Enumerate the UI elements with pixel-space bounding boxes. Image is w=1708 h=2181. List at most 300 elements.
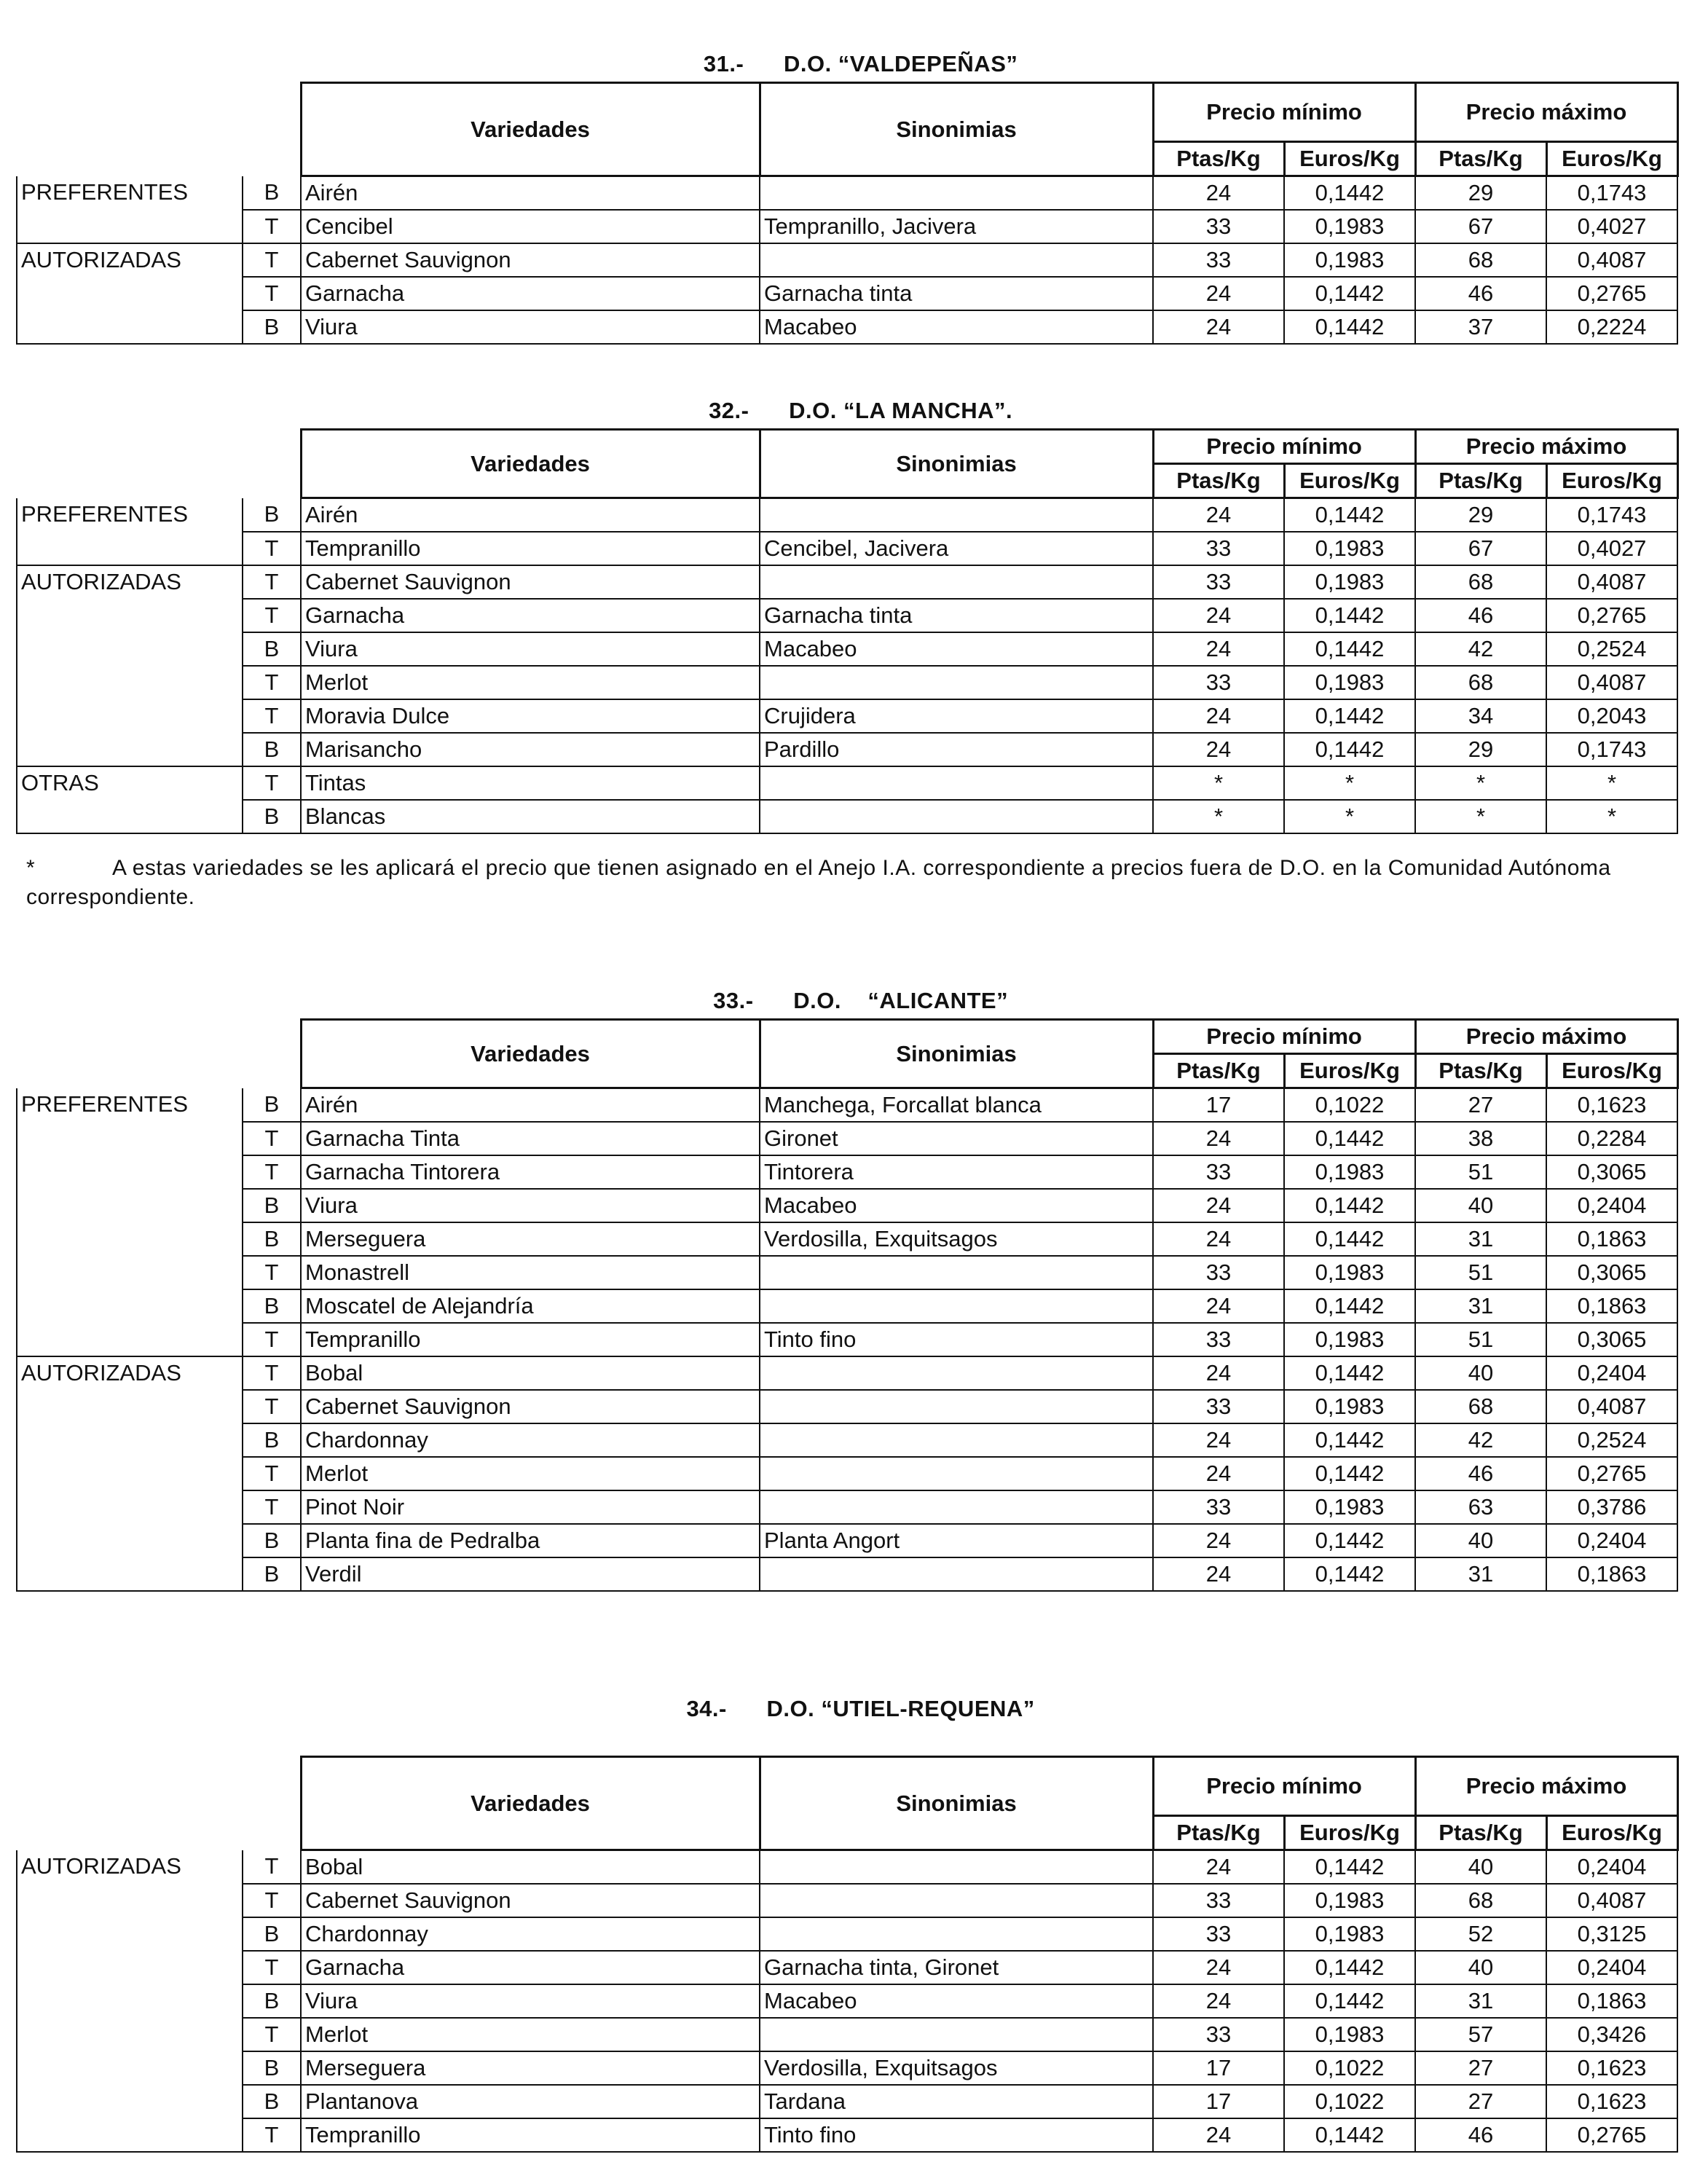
variety-type: T [243,243,301,277]
variety-name: Blancas [301,800,760,833]
header-blank [17,1757,301,1850]
variety-name: Garnacha [301,599,760,632]
min-euros: 0,1442 [1284,699,1415,733]
min-euros: 0,1442 [1284,632,1415,666]
max-ptas: 57 [1415,2018,1546,2051]
min-euros: 0,1983 [1284,2018,1415,2051]
header-precio-minimo: Precio mínimo [1153,430,1415,464]
variety-name: Moravia Dulce [301,699,760,733]
header-ptas-kg-max: Ptas/Kg [1415,464,1546,498]
variety-name: Planta fina de Pedralba [301,1524,760,1557]
variety-type: T [243,1155,301,1189]
header-ptas-kg-max: Ptas/Kg [1415,142,1546,176]
variety-name: Viura [301,632,760,666]
max-euros: 0,3065 [1546,1155,1677,1189]
min-ptas: 33 [1153,1490,1284,1524]
max-euros: 0,3065 [1546,1256,1677,1289]
min-ptas: 24 [1153,699,1284,733]
table-row [17,498,1677,533]
min-ptas: 24 [1153,1984,1284,2018]
group-label: AUTORIZADAS [17,243,243,344]
variety-name: Garnacha [301,277,760,310]
max-euros: 0,4027 [1546,210,1677,243]
table-row [17,632,1677,666]
section-name: D.O. “VALDEPEÑAS” [783,51,1018,76]
min-euros: * [1284,766,1415,800]
variety-type: B [243,1088,301,1123]
variety-type: T [243,599,301,632]
min-euros: 0,1442 [1284,277,1415,310]
variety-synonyms [760,1289,1153,1323]
min-euros: 0,1442 [1284,498,1415,533]
variety-synonyms: Macabeo [760,310,1153,344]
variety-synonyms [760,800,1153,833]
max-ptas: 38 [1415,1122,1546,1155]
variety-name: Cabernet Sauvignon [301,243,760,277]
min-euros: 0,1983 [1284,532,1415,565]
variety-synonyms: Gironet [760,1122,1153,1155]
max-euros: 0,4027 [1546,532,1677,565]
min-euros: 0,1442 [1284,1984,1415,2018]
max-euros: 0,2524 [1546,1423,1677,1457]
variety-type: B [243,310,301,344]
section-number: 34.- [686,1696,727,1721]
max-euros: 0,4087 [1546,1884,1677,1917]
header-ptas-kg-max: Ptas/Kg [1415,1054,1546,1088]
max-ptas: * [1415,766,1546,800]
min-ptas: 33 [1153,565,1284,599]
min-ptas: 33 [1153,210,1284,243]
max-euros: 0,1863 [1546,1289,1677,1323]
variety-synonyms [760,565,1153,599]
variety-synonyms [760,176,1153,211]
variety-name: Plantanova [301,2085,760,2118]
max-euros: 0,2404 [1546,1356,1677,1390]
table-row [17,1155,1677,1189]
variety-name: Chardonnay [301,1423,760,1457]
variety-type: T [243,699,301,733]
min-euros: 0,1983 [1284,565,1415,599]
max-ptas: 51 [1415,1155,1546,1189]
footnote [26,854,1694,912]
max-ptas: 52 [1415,1917,1546,1951]
max-ptas: 40 [1415,1951,1546,1984]
section-number: 32.- [709,398,749,423]
min-euros: 0,1442 [1284,310,1415,344]
max-euros: 0,1863 [1546,1222,1677,1256]
footnote-marker: * [26,856,36,880]
table-row [17,1222,1677,1256]
variety-synonyms: Tinto fino [760,1323,1153,1356]
max-ptas: 67 [1415,210,1546,243]
variety-synonyms: Garnacha tinta, Gironet [760,1951,1153,1984]
max-euros: * [1546,766,1677,800]
table-row [17,565,1677,599]
variety-type: T [243,565,301,599]
footnote-text: A estas variedades se les aplicará el precio que tienen asignado en el Anejo I.A. correspondiente a precios fuera de D.O. en la Comunidad Autónoma correspondiente. [26,856,1611,909]
min-ptas: 24 [1153,1122,1284,1155]
min-euros: 0,1022 [1284,2051,1415,2085]
header-precio-minimo: Precio mínimo [1153,83,1415,142]
variety-name: Merseguera [301,2051,760,2085]
table-row [17,1423,1677,1457]
min-ptas: 24 [1153,1557,1284,1591]
max-euros: 0,3125 [1546,1917,1677,1951]
variety-type: T [243,1323,301,1356]
min-euros: 0,1442 [1284,1951,1415,1984]
table-row [17,1457,1677,1490]
table-row [17,1289,1677,1323]
variety-synonyms [760,1423,1153,1457]
max-ptas: 37 [1415,310,1546,344]
variety-synonyms: Verdosilla, Exquitsagos [760,2051,1153,2085]
header-blank [17,1020,301,1088]
min-ptas: * [1153,800,1284,833]
max-ptas: 46 [1415,1457,1546,1490]
variety-name: Cabernet Sauvignon [301,1884,760,1917]
variety-type: T [243,1457,301,1490]
variety-type: B [243,1222,301,1256]
variety-name: Merlot [301,2018,760,2051]
group-label: AUTORIZADAS [17,565,243,766]
min-ptas: 24 [1153,310,1284,344]
variety-name: Monastrell [301,1256,760,1289]
table-row [17,310,1677,344]
max-ptas: 40 [1415,1189,1546,1222]
table-row [17,733,1677,766]
max-ptas: 68 [1415,243,1546,277]
max-ptas: 27 [1415,1088,1546,1123]
variety-name: Moscatel de Alejandría [301,1289,760,1323]
max-ptas: 31 [1415,1222,1546,1256]
min-ptas: 33 [1153,243,1284,277]
min-euros: 0,1983 [1284,1155,1415,1189]
variety-synonyms [760,1356,1153,1390]
max-ptas: 40 [1415,1850,1546,1885]
max-euros: 0,1743 [1546,176,1677,211]
min-euros: 0,1442 [1284,733,1415,766]
max-ptas: 40 [1415,1524,1546,1557]
table-row [17,1356,1677,1390]
max-euros: 0,2765 [1546,277,1677,310]
header-ptas-kg-min: Ptas/Kg [1153,142,1284,176]
header-variedades: Variedades [301,1757,760,1850]
variety-synonyms [760,1884,1153,1917]
header-blank [17,83,301,176]
header-variedades: Variedades [301,430,760,498]
variety-name: Merseguera [301,1222,760,1256]
table-row [17,1390,1677,1423]
min-euros: 0,1983 [1284,1490,1415,1524]
max-ptas: 68 [1415,565,1546,599]
variety-synonyms: Tintorera [760,1155,1153,1189]
max-euros: 0,1623 [1546,1088,1677,1123]
variety-type: T [243,210,301,243]
min-ptas: 24 [1153,599,1284,632]
variety-name: Tempranillo [301,532,760,565]
table-row [17,1951,1677,1984]
max-ptas: 27 [1415,2051,1546,2085]
max-ptas: 34 [1415,699,1546,733]
section-title-31 [0,25,1708,77]
variety-type: T [243,2018,301,2051]
max-euros: 0,3065 [1546,1323,1677,1356]
max-euros: 0,2765 [1546,599,1677,632]
variety-synonyms: Tinto fino [760,2118,1153,2152]
min-euros: 0,1983 [1284,1323,1415,1356]
min-euros: 0,1022 [1284,1088,1415,1123]
max-euros: 0,2404 [1546,1850,1677,1885]
max-euros: 0,4087 [1546,565,1677,599]
variety-name: Cencibel [301,210,760,243]
header-euros-kg-max: Euros/Kg [1546,142,1677,176]
header-euros-kg-min: Euros/Kg [1284,1816,1415,1850]
min-ptas: 24 [1153,498,1284,533]
max-ptas: 31 [1415,1984,1546,2018]
variety-synonyms [760,1850,1153,1885]
header-ptas-kg-min: Ptas/Kg [1153,1816,1284,1850]
max-ptas: 46 [1415,2118,1546,2152]
group-label: PREFERENTES [17,176,243,244]
variety-type: T [243,1490,301,1524]
header-euros-kg-max: Euros/Kg [1546,1816,1677,1850]
max-euros: 0,3786 [1546,1490,1677,1524]
variety-type: T [243,1951,301,1984]
min-euros: 0,1442 [1284,1189,1415,1222]
variety-synonyms: Cencibel, Jacivera [760,532,1153,565]
variety-type: T [243,2118,301,2152]
table-row [17,666,1677,699]
min-euros: 0,1442 [1284,1122,1415,1155]
min-euros: 0,1442 [1284,176,1415,211]
variety-name: Airén [301,176,760,211]
max-euros: 0,2765 [1546,2118,1677,2152]
max-ptas: 31 [1415,1557,1546,1591]
header-euros-kg-max: Euros/Kg [1546,464,1677,498]
min-euros: 0,1442 [1284,1356,1415,1390]
variety-name: Merlot [301,666,760,699]
min-euros: 0,1442 [1284,599,1415,632]
header-euros-kg-min: Euros/Kg [1284,1054,1415,1088]
variety-type: T [243,766,301,800]
min-ptas: 24 [1153,1951,1284,1984]
variety-type: B [243,632,301,666]
variety-type: T [243,277,301,310]
min-ptas: 33 [1153,2018,1284,2051]
max-ptas: 29 [1415,733,1546,766]
prices-table-alicante [16,1018,1679,1592]
section-number: 33.- [713,988,754,1013]
header-precio-minimo: Precio mínimo [1153,1020,1415,1054]
table-row [17,532,1677,565]
variety-name: Pinot Noir [301,1490,760,1524]
min-ptas: 24 [1153,1423,1284,1457]
min-ptas: 33 [1153,1155,1284,1189]
max-ptas: 51 [1415,1323,1546,1356]
section-name: D.O. “UTIEL-REQUENA” [766,1696,1035,1721]
variety-type: B [243,1189,301,1222]
max-euros: 0,2524 [1546,632,1677,666]
variety-name: Viura [301,1189,760,1222]
min-ptas: 24 [1153,2118,1284,2152]
max-ptas: * [1415,800,1546,833]
min-ptas: 17 [1153,2085,1284,2118]
table-row [17,176,1677,211]
variety-synonyms: Tempranillo, Jacivera [760,210,1153,243]
min-euros: 0,1983 [1284,666,1415,699]
max-ptas: 29 [1415,498,1546,533]
group-label: PREFERENTES [17,498,243,566]
variety-name: Garnacha Tinta [301,1122,760,1155]
header-euros-kg-max: Euros/Kg [1546,1054,1677,1088]
table-row [17,2118,1677,2152]
section-title-33 [0,962,1708,1014]
variety-name: Bobal [301,1356,760,1390]
group-label: AUTORIZADAS [17,1850,243,2153]
min-euros: 0,1983 [1284,1256,1415,1289]
min-ptas: 24 [1153,1524,1284,1557]
variety-type: T [243,1390,301,1423]
prices-table-utiel-requena [16,1756,1679,2153]
min-ptas: 24 [1153,1457,1284,1490]
table-row [17,2018,1677,2051]
variety-type: T [243,532,301,565]
header-precio-maximo: Precio máximo [1415,430,1677,464]
section-name: D.O. “ALICANTE” [793,988,1009,1013]
max-ptas: 51 [1415,1256,1546,1289]
max-euros: 0,1863 [1546,1557,1677,1591]
variety-name: Cabernet Sauvignon [301,1390,760,1423]
prices-table-valdepenas [16,82,1679,345]
max-euros: 0,4087 [1546,243,1677,277]
group-label: AUTORIZADAS [17,1356,243,1591]
variety-synonyms: Macabeo [760,1984,1153,2018]
max-euros: 0,3426 [1546,2018,1677,2051]
max-euros: 0,2224 [1546,310,1677,344]
table-row [17,1323,1677,1356]
min-euros: * [1284,800,1415,833]
min-euros: 0,1983 [1284,1390,1415,1423]
variety-type: T [243,1122,301,1155]
min-euros: 0,1442 [1284,2118,1415,2152]
min-euros: 0,1442 [1284,1289,1415,1323]
min-ptas: 33 [1153,1323,1284,1356]
max-euros: 0,2765 [1546,1457,1677,1490]
variety-name: Garnacha [301,1951,760,1984]
table-row [17,2051,1677,2085]
variety-name: Merlot [301,1457,760,1490]
max-euros: 0,1863 [1546,1984,1677,2018]
min-ptas: 24 [1153,1289,1284,1323]
max-ptas: 46 [1415,277,1546,310]
min-euros: 0,1442 [1284,1850,1415,1885]
max-euros: 0,2043 [1546,699,1677,733]
min-euros: 0,1442 [1284,1222,1415,1256]
table-row [17,766,1677,800]
max-euros: 0,2404 [1546,1189,1677,1222]
header-precio-minimo: Precio mínimo [1153,1757,1415,1816]
table-row [17,1490,1677,1524]
variety-type: B [243,1524,301,1557]
variety-synonyms: Garnacha tinta [760,599,1153,632]
variety-synonyms: Tardana [760,2085,1153,2118]
max-euros: 0,1623 [1546,2051,1677,2085]
variety-synonyms: Macabeo [760,632,1153,666]
max-ptas: 31 [1415,1289,1546,1323]
min-euros: 0,1983 [1284,243,1415,277]
max-euros: 0,1743 [1546,733,1677,766]
min-ptas: 24 [1153,1356,1284,1390]
min-ptas: 24 [1153,1850,1284,1885]
header-sinonimias: Sinonimias [760,430,1153,498]
max-euros: 0,1623 [1546,2085,1677,2118]
min-euros: 0,1442 [1284,1524,1415,1557]
table-row [17,599,1677,632]
variety-type: B [243,1289,301,1323]
max-ptas: 29 [1415,176,1546,211]
min-euros: 0,1442 [1284,1457,1415,1490]
variety-name: Viura [301,310,760,344]
group-label: PREFERENTES [17,1088,243,1357]
variety-synonyms [760,1390,1153,1423]
variety-synonyms: Crujidera [760,699,1153,733]
variety-synonyms [760,1557,1153,1591]
table-row [17,1256,1677,1289]
table-row [17,699,1677,733]
max-ptas: 67 [1415,532,1546,565]
variety-type: T [243,1256,301,1289]
max-ptas: 42 [1415,1423,1546,1457]
header-precio-maximo: Precio máximo [1415,83,1677,142]
min-euros: 0,1983 [1284,1884,1415,1917]
table-row [17,243,1677,277]
variety-synonyms [760,2018,1153,2051]
variety-type: T [243,1850,301,1885]
max-euros: 0,2404 [1546,1951,1677,1984]
group-label: OTRAS [17,766,243,833]
max-euros: 0,2404 [1546,1524,1677,1557]
variety-synonyms [760,1457,1153,1490]
max-euros: 0,1743 [1546,498,1677,533]
max-ptas: 42 [1415,632,1546,666]
min-ptas: 24 [1153,277,1284,310]
header-row [17,83,1677,142]
max-euros: 0,4087 [1546,666,1677,699]
header-ptas-kg-min: Ptas/Kg [1153,464,1284,498]
min-euros: 0,1442 [1284,1557,1415,1591]
variety-synonyms: Garnacha tinta [760,277,1153,310]
variety-synonyms: Manchega, Forcallat blanca [760,1088,1153,1123]
variety-synonyms: Planta Angort [760,1524,1153,1557]
table-row [17,1088,1677,1123]
min-ptas: 33 [1153,1390,1284,1423]
table-row [17,2085,1677,2118]
variety-name: Viura [301,1984,760,2018]
variety-name: Airén [301,1088,760,1123]
header-sinonimias: Sinonimias [760,83,1153,176]
header-sinonimias: Sinonimias [760,1020,1153,1088]
variety-synonyms [760,1490,1153,1524]
variety-type: T [243,1356,301,1390]
variety-type: B [243,2085,301,2118]
table-row [17,210,1677,243]
min-euros: 0,1983 [1284,210,1415,243]
min-ptas: 33 [1153,1256,1284,1289]
header-variedades: Variedades [301,1020,760,1088]
min-ptas: 24 [1153,733,1284,766]
max-euros: 0,4087 [1546,1390,1677,1423]
max-ptas: 40 [1415,1356,1546,1390]
